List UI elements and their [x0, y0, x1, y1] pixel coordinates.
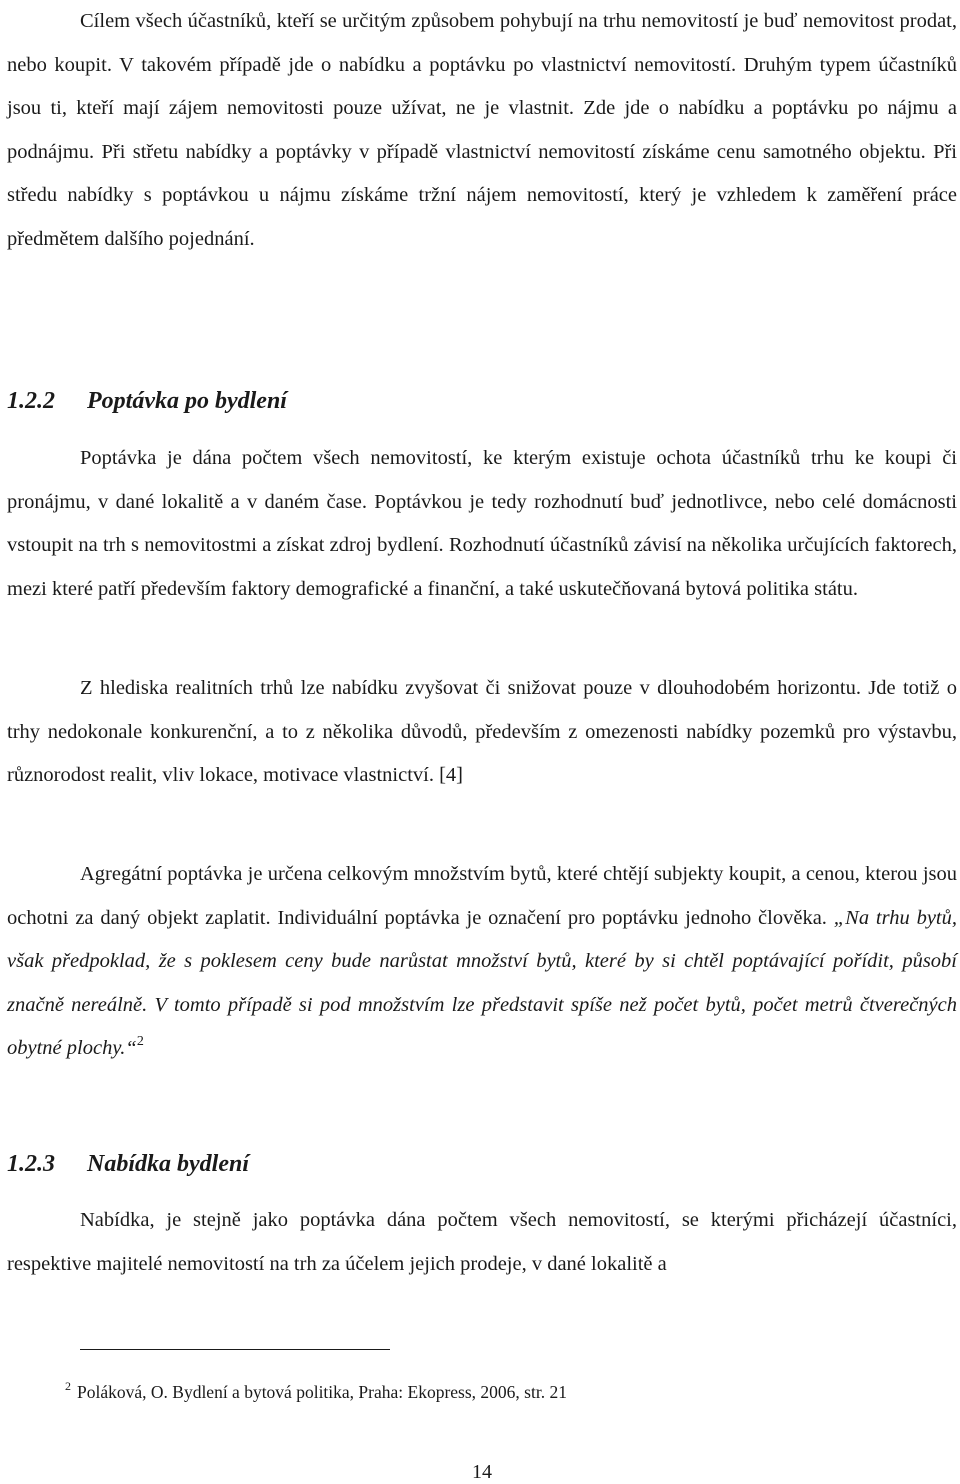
footnote-separator [80, 1349, 390, 1350]
paragraph-block-5 [7, 1199, 957, 1286]
page-number: 14 [472, 1461, 492, 1483]
document-page [7, 0, 957, 1484]
paragraph-block-2 [7, 437, 957, 611]
section-title: Poptávka po bydlení [87, 388, 287, 414]
paragraph-block-4 [7, 853, 957, 1071]
paragraph-block-1 [7, 0, 957, 262]
footnote-reference[interactable]: 2 [136, 1034, 144, 1050]
paragraph [7, 853, 957, 1071]
paragraph: Z hlediska realitních trhů lze nabídku zvyšovat či snižovat pouze v dlouhodobém horizontu. Jde totiž o trhy nedokonale konkurenční, a to z několika důvodů, především z omezenosti nabídky pozemků pro výstavbu, různorodost realit, vliv lokace, motivace vlastnictví. [4] [7, 677, 957, 787]
paragraph: Nabídka, je stejně jako poptávka dána počtem všech nemovitostí, se kterými přicházejí účastníci, respektive majitelé nemovitostí na trh za účelem jejich prodeje, v dané lokalitě a [7, 1209, 957, 1275]
footnote-text: Poláková, O. Bydlení a bytová politika, Praha: Ekopress, 2006, str. 21 [77, 1382, 567, 1402]
footnote-marker: 2 [65, 1379, 71, 1393]
paragraph-block-3 [7, 667, 957, 798]
paragraph: Cílem všech účastníků, kteří se určitým způsobem pohybují na trhu nemovitostí je buď nemovitost prodat, nebo koupit. V takovém případě jde o nabídku a poptávku po vlastnictví nemovitostí. Druhým typem účastníků jsou ti, kteří mají zájem nemovitosti pouze užívat, ne je vlastnit. Zde jde o nabídku a poptávku po nájmu a podnájmu. Při střetu nabídky a poptávky v případě vlastnictví nemovitostí získáme cenu samotného objektu. Při středu nabídky s poptávkou u nájmu získáme tržní nájem nemovitostí, který je vzhledem k zaměření práce předmětem dalšího pojednání. [7, 10, 957, 250]
section-number: 1.2.2 [7, 388, 55, 414]
section-number: 1.2.3 [7, 1151, 55, 1177]
section-heading-1-2-2 [7, 386, 287, 416]
quotation: „Na trhu bytů, však předpoklad, že s poklesem ceny bude narůstat množství bytů, které by si chtěl poptávající pořídit, působí značně nereálně. V tomto případě si pod množstvím lze představit spíše než počet bytů, počet metrů čtverečných obytné plochy.“ [7, 906, 958, 1060]
section-title: Nabídka bydlení [87, 1151, 249, 1177]
footnote [65, 1380, 567, 1404]
paragraph: Poptávka je dána počtem všech nemovitostí, ke kterým existuje ochota účastníků trhu ke koupi či pronájmu, v dané lokalitě a v daném čase. Poptávkou je tedy rozhodnutí buď jednotlivce, nebo celé domácnosti vstoupit na trh s nemovitostmi a získat zdroj bydlení. Rozhodnutí účastníků závisí na několika určujících faktorech, mezi které patří především faktory demografické a finanční, a také uskutečňovaná bytová politika státu. [7, 447, 957, 600]
paragraph-text: Agregátní poptávka je určena celkovým množstvím bytů, které chtějí subjekty koupit, a cenou, kterou jsou ochotni za daný objekt zaplatit. Individuální poptávka je označení pro poptávku jednoho člověka. [7, 863, 957, 929]
section-heading-1-2-3 [7, 1149, 249, 1179]
